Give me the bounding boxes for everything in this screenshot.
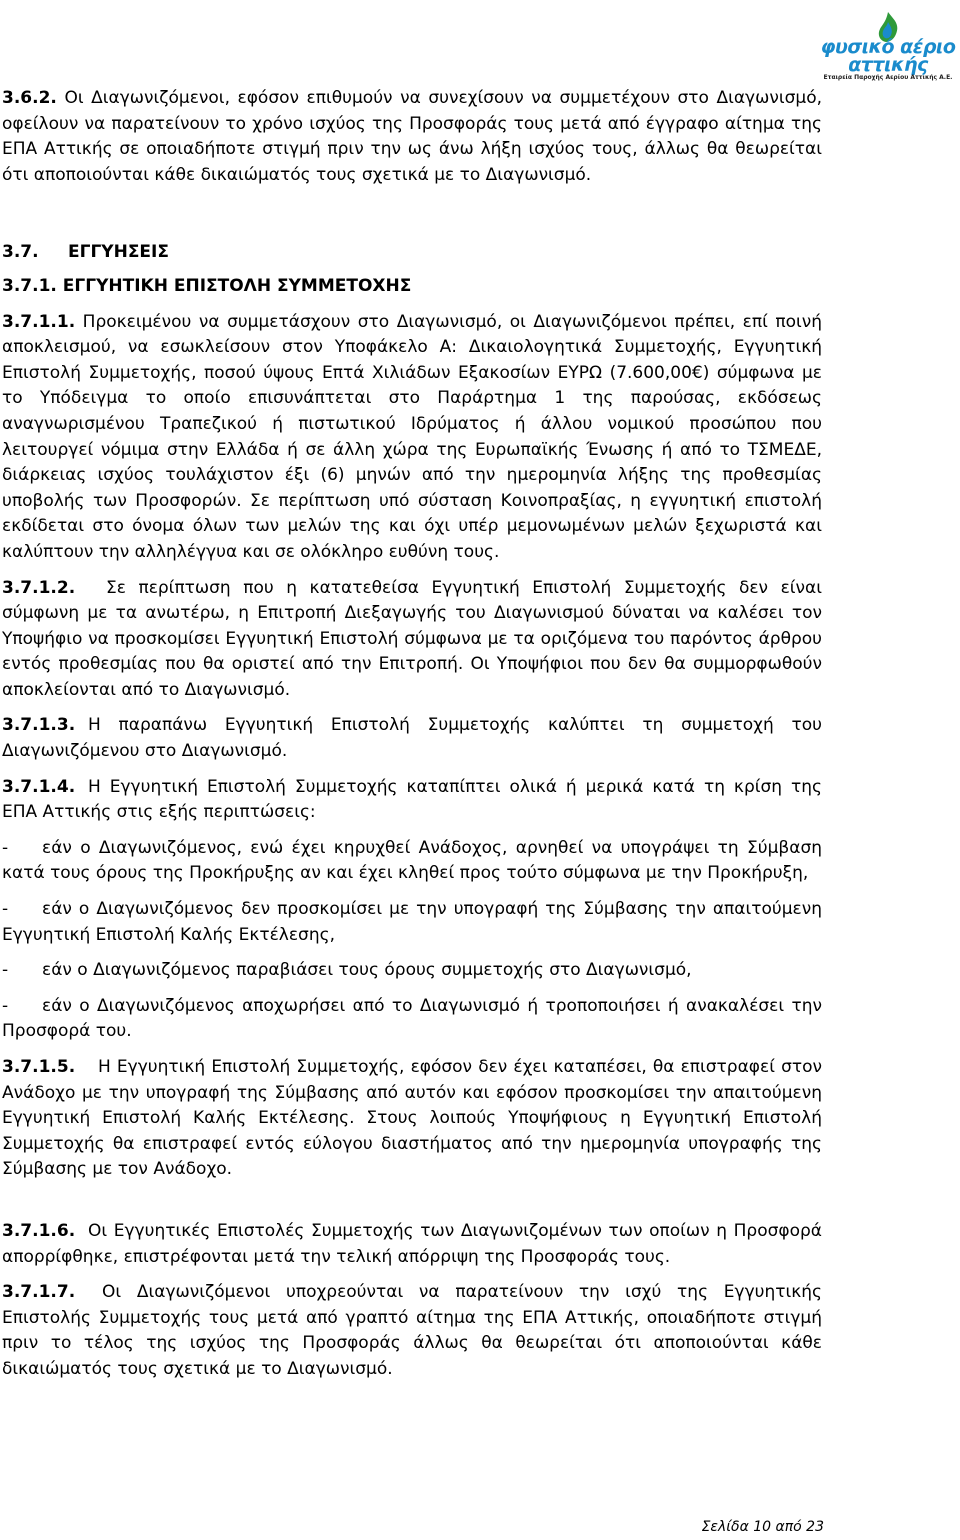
list-item: - εάν ο Διαγωνιζόμενος αποχωρήσει από το Διαγωνισμό ή τροποποιήσει ή ανακαλέσει την Προσφορά του. [2, 995, 822, 1042]
list-item: - εάν ο Διαγωνιζόμενος δεν προσκομίσει με την υπογραφή της Σύμβασης την απαιτούμενη Εγγυητική Επιστολή Καλής Εκτέλεσης, [2, 899, 822, 945]
paragraph-3-7-1-1: 3.7.1.1. Προκειμένου να συμμετάσχουν στο Διαγωνισμό, οι Διαγωνιζόμενοι πρέπει, επί ποινή αποκλεισμού, να εσωκλείσουν στον Υποφάκελο Α: Δικαιολογητικά Συμμετοχής, Εγγυητική Επιστολή Συμμετοχής, ποσού ύψους Επτά Χιλιάδων Εξακοσίων ΕΥΡΩ (7.600,00€) σύμφωνα με το Υπόδειγμα το οποίο επισυνάπτεται στο Παράρτημα 1 της παρούσας, εκδόσεως αναγνωρισμένου Τραπεζικού ή πιστωτικού Ιδρύματος ή άλλου νομικού προσώπου που λειτουργεί νόμιμα στην Ελλάδα ή σε άλλη χώρα της Ευρωπαϊκής Ένωσης ή από το ΤΣΜΕΔΕ, διάρκειας ισχύος τουλάχιστον έξι (6) μηνών από την ημερομηνία λήξης της προθεσμίας υποβολής των Προσφορών. Σε περίπτωση υπό σύσταση Κοινοπραξίας, η εγγυητική επιστολή εκδίδεται στο όνομα όλων των μελών της και όχι υπέρ μεμονωμένων μελών ξεχωριστά και καλύπτουν την αλληλέγγυα και σε ολόκληρο ευθύνη τους. [2, 311, 822, 562]
section-heading-3-7: 3.7. ΕΓΓΥΗΣΕΙΣ [2, 242, 169, 263]
paragraph-3-7-1-2: 3.7.1.2. Σε περίπτωση που η κατατεθείσα Εγγυητική Επιστολή Συμμετοχής δεν είναι σύμφωνη με τα ανωτέρω, η Επιτροπή Διεξαγωγής του Διαγωνισμού δύναται να καλέσει τον Υποψήφιο να προσκομίσει Εγγυητική Επιστολή σύμφωνα με τα οριζόμενα του παρόντος άρθρου εντός προθεσμίας που θα οριστεί από την Επιτροπή. Οι Υποψήφιοι που δεν θα συμμορφωθούν αποκλείονται από το Διαγωνισμό. [2, 577, 822, 700]
document-body [2, 86, 822, 1383]
company-logo [818, 12, 958, 82]
page-number: Σελίδα 10 από 23 [701, 1519, 824, 1535]
logo-tagline: Εταιρεία Παροχής Αερίου Αττικής Α.Ε. [823, 74, 953, 81]
list-item: - εάν ο Διαγωνιζόμενος παραβιάσει τους όρους συμμετοχής στο Διαγωνισμό, [2, 960, 692, 981]
section-heading-3-7-1: 3.7.1. ΕΓΓΥΗΤΙΚΗ ΕΠΙΣΤΟΛΗ ΣΥΜΜΕΤΟΧΗΣ [2, 275, 412, 296]
paragraph-3-7-1-4: 3.7.1.4. Η Εγγυητική Επιστολή Συμμετοχής καταπίπτει ολικά ή μερικά κατά τη κρίση της ΕΠΑ Αττικής στις εξής περιπτώσεις: [2, 776, 822, 823]
paragraph-3-7-1-6: 3.7.1.6. Οι Εγγυητικές Επιστολές Συμμετοχής των Διαγωνιζομένων των οποίων η Προσφορά απορρίφθηκε, επιστρέφονται μετά την τελική απόρριψη της Προσφοράς τους. [2, 1220, 822, 1267]
paragraph-3-6-2: 3.6.2. Οι Διαγωνιζόμενοι, εφόσον επιθυμούν να συνεχίσουν να συμμετέχουν στο Διαγωνισμό, οφείλουν να παρατείνουν το χρόνο ισχύος της Προσφοράς τους μετά από έγγραφο αίτημα της ΕΠΑ Αττικής σε οποιαδήποτε στιγμή πριν την ως άνω λήξη ισχύος τους, άλλως θα θεωρείται ότι αποποιούνται κάθε δικαιώματός τους σχετικά με το Διαγωνισμό. [2, 88, 823, 185]
logo-wordmark: φυσικό αέριο αττικής [820, 36, 956, 76]
paragraph-3-7-1-7: 3.7.1.7. Οι Διαγωνιζόμενοι υποχρεούνται να παρατείνουν την ισχύ της Εγγυητικής Επιστολής Συμμετοχής τους μετά από γραπτό αίτημα της ΕΠΑ Αττικής, οποιαδήποτε στιγμή πριν το τέλος της ισχύος της Προσφοράς άλλως θα θεωρείται ότι αποποιούνται κάθε δικαιώματός τους σχετικά με το Διαγωνισμό. [2, 1282, 822, 1379]
paragraph-3-7-1-5: 3.7.1.5. Η Εγγυητική Επιστολή Συμμετοχής, εφόσον δεν έχει καταπέσει, θα επιστραφεί στον Ανάδοχο με την υπογραφή της Σύμβασης από αυτόν και εφόσον προσκομίσει την απαιτούμενη Εγγυητική Επιστολή Καλής Εκτέλεσης. Στους λοιπούς Υποψήφιους η Εγγυητική Επιστολή Συμμετοχής θα επιστραφεί εντός εύλογου διαστήματος από την ημερομηνία υπογραφής της Σύμβασης με τον Ανάδοχο. [2, 1057, 822, 1180]
list-item: - εάν ο Διαγωνιζόμενος, ενώ έχει κηρυχθεί Ανάδοχος, αρνηθεί να υπογράψει τη Σύμβαση κατά τους όρους της Προκήρυξης αν και έχει κληθεί προς τούτο σύμφωνα με την Προκήρυξη, [2, 837, 822, 884]
paragraph-3-7-1-3: 3.7.1.3. Η παραπάνω Εγγυητική Επιστολή Συμμετοχής καλύπτει τη συμμετοχή του Διαγωνιζόμενου στο Διαγωνισμό. [2, 715, 822, 762]
